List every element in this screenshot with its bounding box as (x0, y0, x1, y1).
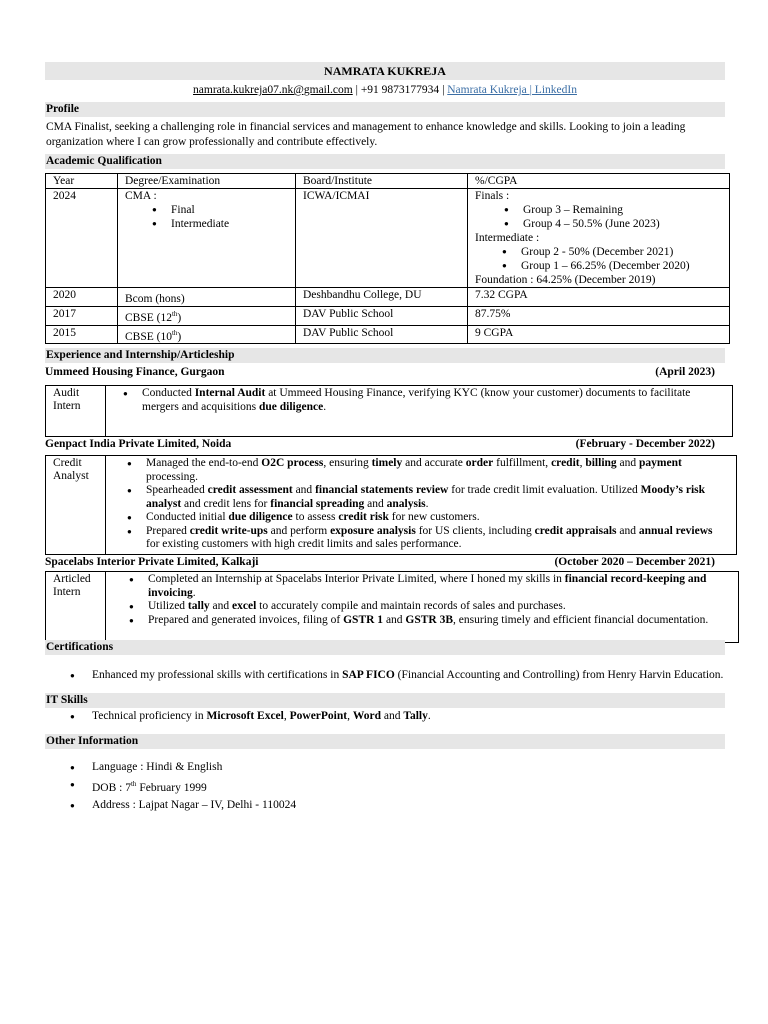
academic-table (45, 173, 730, 344)
contact-separator: | (352, 84, 361, 96)
degree-label: CBSE (10 (125, 330, 172, 343)
list-item: ● Technical proficiency in Microsoft Excel, PowerPoint, Word and Tally. (45, 709, 725, 724)
job-bullets (105, 386, 732, 436)
table-row (46, 325, 730, 344)
job-bullets (105, 456, 736, 554)
table-header-row (46, 174, 730, 189)
board-cell: DAV Public School (296, 306, 468, 325)
linkedin-link[interactable]: Namrata Kukreja | LinkedIn (447, 84, 577, 96)
list-item: ● Utilized tally and excel to accurately compile and maintain records of sales and purchases. (126, 600, 730, 614)
column-header: Year (46, 174, 118, 189)
degree-cell (118, 306, 296, 325)
column-header: Board/Institute (296, 174, 468, 189)
experience-heading: Experience and Internship/Articleship (45, 348, 725, 363)
job-period: (October 2020 – December 2021) (554, 556, 715, 569)
score-cell: 9 CGPA (468, 325, 730, 344)
degree-label: CBSE (12 (125, 311, 172, 324)
foundation-score: Foundation : 64.25% (December 2019) (475, 274, 656, 286)
job-header (45, 437, 725, 452)
list-item: ● Completed an Internship at Spacelabs Interior Private Limited, where I honed my skills in financial record-keeping and invoicing. (126, 573, 730, 600)
other-info-list (45, 759, 725, 814)
year-cell: 2020 (46, 288, 118, 307)
degree-cell (118, 288, 296, 307)
job-box (45, 455, 737, 555)
intermediate-list (475, 245, 729, 273)
list-item: ● Spearheaded credit assessment and financial statements review for trade credit limit evaluation. Utilized Moody’s risk analyst and credit lens for financial spreading and analysis. (124, 484, 728, 511)
year-cell: 2017 (46, 306, 118, 325)
column-header: Degree/Examination (118, 174, 296, 189)
degree-superscript: th (171, 309, 178, 318)
finals-list (475, 203, 729, 231)
table-row (46, 288, 730, 307)
job-period: (February - December 2022) (575, 438, 715, 451)
list-item: ● Group 3 – Remaining (501, 203, 729, 217)
profile-heading: Profile (45, 102, 725, 117)
list-item: ● Final (149, 203, 295, 217)
table-row-cma (46, 189, 730, 288)
cma-levels-list (125, 203, 295, 231)
table-row (46, 306, 730, 325)
score-cell: 87.75% (468, 306, 730, 325)
company-name: Ummeed Housing Finance, Gurgaon (45, 366, 225, 379)
list-item: ● Address : Lajpat Nagar – IV, Delhi - 110024 (45, 797, 725, 814)
it-skills-heading: IT Skills (45, 693, 725, 708)
job-bullets (105, 572, 738, 642)
column-header: %/CGPA (468, 174, 730, 189)
list-item: ● Prepared credit write-ups and perform exposure analysis for US clients, including credit appraisals and annual reviews for existing customers with high credit limits and sales performance. (124, 525, 728, 552)
list-item: ● Language : Hindi & English (45, 759, 725, 776)
contact-separator: | (439, 84, 448, 96)
degree-label: CMA : (125, 190, 157, 202)
profile-text: CMA Finalist, seeking a challenging role in financial services and management to enhance knowledge and skills. Looking to join a leading organization where I can grow professionally and contribute effectively. (46, 121, 686, 148)
year-cell: 2015 (46, 325, 118, 344)
list-item: ● Intermediate (149, 217, 295, 231)
resume-page (45, 62, 725, 814)
degree-cell (118, 325, 296, 344)
score-cell: 7.32 CGPA (468, 288, 730, 307)
email-link[interactable]: namrata.kukreja07.nk@gmail.com (193, 84, 353, 96)
intermediate-label: Intermediate : (475, 232, 540, 244)
it-skills-list (45, 709, 725, 724)
certifications-list (45, 668, 725, 683)
company-name: Genpact India Private Limited, Noida (45, 438, 232, 451)
list-item: ● Group 1 – 66.25% (December 2020) (499, 259, 729, 273)
certifications-heading: Certifications (45, 640, 725, 655)
contact-line (45, 82, 725, 98)
job-role: Audit Intern (53, 387, 81, 413)
degree-superscript: th (171, 328, 178, 337)
other-info-heading: Other Information (45, 734, 725, 749)
job-header (45, 365, 725, 380)
phone-number: +91 9873177934 (360, 84, 440, 96)
degree-label: Bcom (hons) (125, 292, 185, 305)
list-item: ● Conducted Internal Audit at Ummeed Housing Finance, verifying KYC (know your customer) documents to facilitate mergers and acquisitions due diligence. (120, 387, 724, 414)
board-cell: Deshbandhu College, DU (296, 288, 468, 307)
finals-label: Finals : (475, 190, 510, 202)
job-period: (April 2023) (655, 366, 715, 379)
candidate-name: NAMRATA KUKREJA (45, 62, 725, 80)
company-name: Spacelabs Interior Private Limited, Kalkaji (45, 556, 259, 569)
job-role: Articled Intern (53, 573, 91, 599)
list-item: ● Group 2 - 50% (December 2021) (499, 245, 729, 259)
list-item: ● Enhanced my professional skills with certifications in SAP FICO (Financial Accounting and Controlling) from Henry Harvin Education. (45, 668, 725, 683)
list-item: ● Group 4 – 50.5% (June 2023) (501, 217, 729, 231)
board-cell: ICWA/ICMAI (296, 189, 468, 288)
board-cell: DAV Public School (296, 325, 468, 344)
job-box (45, 571, 739, 643)
academic-heading: Academic Qualification (45, 154, 725, 169)
job-role: Credit Analyst (53, 457, 89, 483)
list-item: ● Prepared and generated invoices, filing of GSTR 1 and GSTR 3B, ensuring timely and efficient financial documentation. (126, 614, 730, 628)
degree-close: ) (177, 330, 182, 343)
job-header (45, 555, 725, 570)
degree-cell (118, 189, 296, 288)
list-item: ● Managed the end-to-end O2C process, ensuring timely and accurate order fulfillment, credit, billing and payment processing. (124, 457, 728, 484)
degree-close: ) (177, 311, 182, 324)
job-box (45, 385, 733, 437)
year-cell: 2024 (46, 189, 118, 288)
score-cell (468, 189, 730, 288)
list-item: ● Conducted initial due diligence to assess credit risk for new customers. (124, 511, 728, 525)
list-item: ● DOB : 7th February 1999 (45, 776, 725, 797)
